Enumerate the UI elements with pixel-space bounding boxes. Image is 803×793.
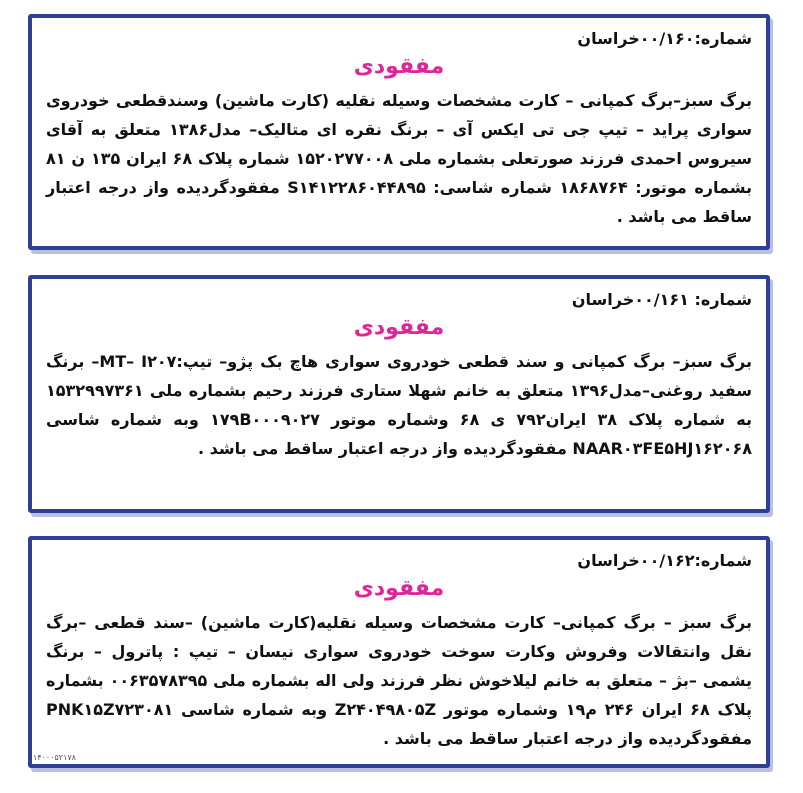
notice-card-2 — [28, 275, 770, 513]
notice-card-1 — [28, 14, 770, 250]
print-code: ۱۴۰۰۰۵۲۱۷۸ — [33, 753, 76, 762]
notice-title: مفقودی — [353, 315, 445, 340]
notice-number: شماره:۰۰/۱۶۰خراسان — [577, 29, 752, 48]
notice-number: شماره: ۰۰/۱۶۱خراسان — [571, 290, 752, 309]
notice-title: مفقودی — [353, 54, 445, 79]
notice-body: برگ سبز – برگ کمپانی– کارت مشخصات وسیله نقلیه(کارت ماشین) –سند قطعی –برگ نقل وانتقالات وفروش وکارت سوخت خودروی سواری نیسان – تیپ : پاترول – برنگ یشمی –بژ – متعلق به خانم لیلاخوش نظر فرزند ولی اله بشماره ملی ۰۰۶۳۵۷۸۳۹۵ بشماره پلاک ۶۸ ایران ۲۴۶ م۱۹ وشماره موتور Z۲۴۰۴۹۸۰۵Z وبه شماره شاسی PNK۱۵Z۷۲۳۰۸۱ مفقودگردیده واز درجه اعتبار ساقط می باشد . — [46, 613, 753, 748]
notice-card-3 — [28, 536, 770, 768]
notice-body: برگ سبز– برگ کمپانی و سند قطعی خودروی سواری هاچ بک پژو– تیپ:MT– I۲۰۷– برنگ سفید روغنی–مدل۱۳۹۶ متعلق به خانم شهلا ستاری فرزند رحیم بشماره ملی ۱۵۳۲۹۹۷۳۶۱ به شماره پلاک ۳۸ ایران۷۹۲ ی ۶۸ وشماره موتور ۱۷۹B۰۰۰۹۰۲۷ وبه شماره شاسی NAAR۰۳FE۵HJ۱۶۲۰۶۸ مفقودگردیده واز درجه اعتبار ساقط می باشد . — [46, 352, 753, 458]
notice-body: برگ سبز–برگ کمپانی – کارت مشخصات وسیله نقلیه (کارت ماشین) وسندقطعی خودروی سواری پراید – تیپ جی تی ایکس آی – برنگ نقره ای متالیک– مدل۱۳۸۶ متعلق به آقای سیروس احمدی فرزند صورتعلی بشماره ملی ۱۵۲۰۲۷۷۰۰۸ شماره پلاک ۶۸ ایران ۱۳۵ ن ۸۱ بشماره موتور: ۱۸۶۸۷۶۴ شماره شاسی: S۱۴۱۲۲۸۶۰۴۴۸۹۵ مفقودگردیده واز درجه اعتبار ساقط می باشد . — [46, 91, 753, 226]
notice-number: شماره:۰۰/۱۶۲خراسان — [577, 551, 752, 570]
notice-title: مفقودی — [353, 576, 445, 601]
